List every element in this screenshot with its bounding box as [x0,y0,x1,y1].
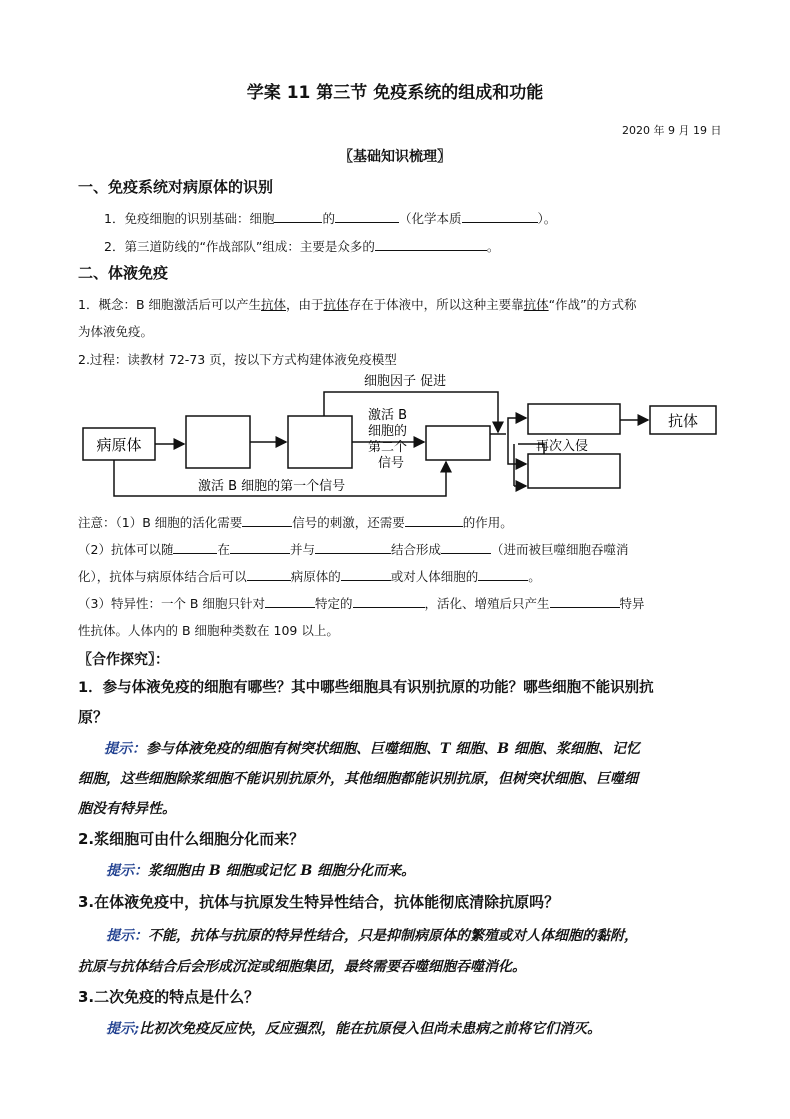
reinvade-label: 再次入侵 [536,439,589,454]
hint-label: 提示： [106,863,148,879]
activate-line4: 信号 [378,456,405,471]
pathogen-label: 病原体 [96,436,142,454]
note2-d: 结合形成 [391,542,442,557]
blank [375,238,487,251]
antibody-label: 抗体 [667,412,699,430]
part1-item1 [104,209,556,227]
part2-heading: 二、体液免疫 [78,264,169,282]
blank [247,568,291,581]
item1-text-a: 1．免疫细胞的识别基础：细胞 [104,211,275,226]
note3-d: 特异 [619,596,645,611]
answer-1-line1 [104,738,640,758]
item2-text-a: 2．第三道防线的“作战部队”组成：主要是众多的 [104,239,375,254]
blank [173,541,217,554]
concept-u3: 抗体 [523,297,549,312]
blank [315,541,391,554]
concept-u2: 抗体 [323,297,349,312]
note3-b: 特定的 [314,596,353,611]
blank [478,568,528,581]
cytokine-label: 细胞因子 促进 [364,374,447,389]
note-1 [78,513,513,531]
question-4: 3.二次免疫的特点是什么？ [78,988,260,1006]
answer-3-line2: 抗原与抗体结合后会形成沉淀或细胞集团，最终需要吞噬细胞吞噬消化。 [78,959,526,975]
question-1-line1: 1．参与体液免疫的细胞有哪些？其中哪些细胞具有识别抗原的功能？哪些细胞不能识别抗 [78,680,654,696]
note-2-line2 [78,567,541,585]
item2-text-b: 。 [486,239,500,254]
answer-1-line2: 细胞，这些细胞除浆细胞不能识别抗原外，其他细胞都能识别抗原，但树突状细胞、巨噬细 [78,771,638,787]
blank [441,541,491,554]
note2-f: 化），抗体与病原体结合后可以 [78,569,247,584]
note2-i: 。 [528,569,541,584]
note1-c: 的作用。 [462,515,513,530]
note2-e: （进而被巨噬细胞吞噬消 [491,542,629,557]
blank [405,514,463,527]
activate-line2: 细胞的 [368,424,408,439]
answer1-text1: 参与体液免疫的细胞有树突状细胞、巨噬细胞、T 细胞、B 细胞、浆细胞、记忆 [146,741,640,757]
answer-1-line3: 胞没有特异性。 [78,801,176,817]
concept-line1 [78,295,637,313]
item1-text-c: （化学本质 [398,211,462,226]
answer-2 [106,860,415,880]
empty-box-3 [426,426,490,460]
concept-a: 1．概念：B 细胞激活后可以产生 [78,297,262,312]
answer-4 [106,1018,601,1038]
question-3: 3.在体液免疫中，抗体与抗原发生特异性结合，抗体能彻底清除抗原吗？ [78,893,560,911]
hint-label: 提示： [106,928,148,944]
answer2-text: 浆细胞由 B 细胞或记忆 B 细胞分化而来。 [148,863,416,879]
blank [265,595,315,608]
item1-text-d: ）。 [537,211,557,226]
empty-box-5 [528,454,620,488]
concept-u1: 抗体 [261,297,287,312]
blank [462,210,538,223]
concept-d: “作战”的方式称 [548,297,637,312]
note2-c: 并与 [289,542,315,557]
note2-g: 病原体的 [290,569,341,584]
note1-a: 注意：（1）B 细胞的活化需要 [78,515,243,530]
blank [230,541,290,554]
note1-b: 信号的刺激，还需要 [292,515,405,530]
humoral-immunity-diagram [78,368,728,504]
hint-label: 提示; [106,1021,140,1037]
note-3-line1 [78,594,645,612]
process-line: 2.过程：读教材 72-73 页，按以下方式构建体液免疫模型 [78,352,397,367]
blank [550,595,620,608]
concept-c: 存在于体液中，所以这种主要靠 [348,297,524,312]
page-title: 学案 11 第三节 免疫系统的组成和功能 [246,83,544,103]
note-2-line1 [78,540,629,558]
blank [274,210,322,223]
empty-box-1 [186,416,250,468]
first-signal-label: 激活 B 细胞的第一个信号 [198,479,346,494]
empty-box-4 [528,404,620,434]
note2-h: 或对人体细胞的 [390,569,479,584]
note2-a: （2）抗体可以随 [78,542,174,557]
coop-heading: 〖合作探究〗： [78,652,169,668]
blank [353,595,425,608]
empty-box-2 [288,416,352,468]
activate-line3: 第二个 [368,440,408,455]
concept-b: ，由于 [286,297,324,312]
date: 2020 年 9 月 19 日 [622,124,722,137]
blank [335,210,399,223]
part1-heading: 一、免疫系统对病原体的识别 [78,178,274,196]
note-3-line2: 性抗体。人体内的 B 细胞种类数在 109 以上。 [78,623,339,638]
answer4-text: 比初次免疫反应快，反应强烈，能在抗原侵入但尚未患病之前将它们消灭。 [139,1021,602,1037]
section-heading: 〖基础知识梳理〗 [339,149,451,165]
concept-line2: 为体液免疫。 [78,324,154,339]
item1-text-b: 的 [322,211,335,226]
answer-3-line1 [106,925,638,945]
part1-item2 [104,237,499,255]
note3-a: （3）特异性：一个 B 细胞只针对 [78,596,265,611]
note2-b: 在 [217,542,230,557]
blank [242,514,292,527]
hint-label: 提示： [104,741,146,757]
question-1-line2: 原？ [78,708,109,726]
answer3-text1: 不能，抗体与抗原的特异性结合，只是抑制病原体的繁殖或对人体细胞的黏附， [148,928,638,944]
question-2: 2.浆细胞可由什么细胞分化而来？ [78,830,305,848]
note3-c: ，活化、增殖后只产生 [424,596,550,611]
activate-line1: 激活 B [368,408,408,423]
blank [341,568,391,581]
